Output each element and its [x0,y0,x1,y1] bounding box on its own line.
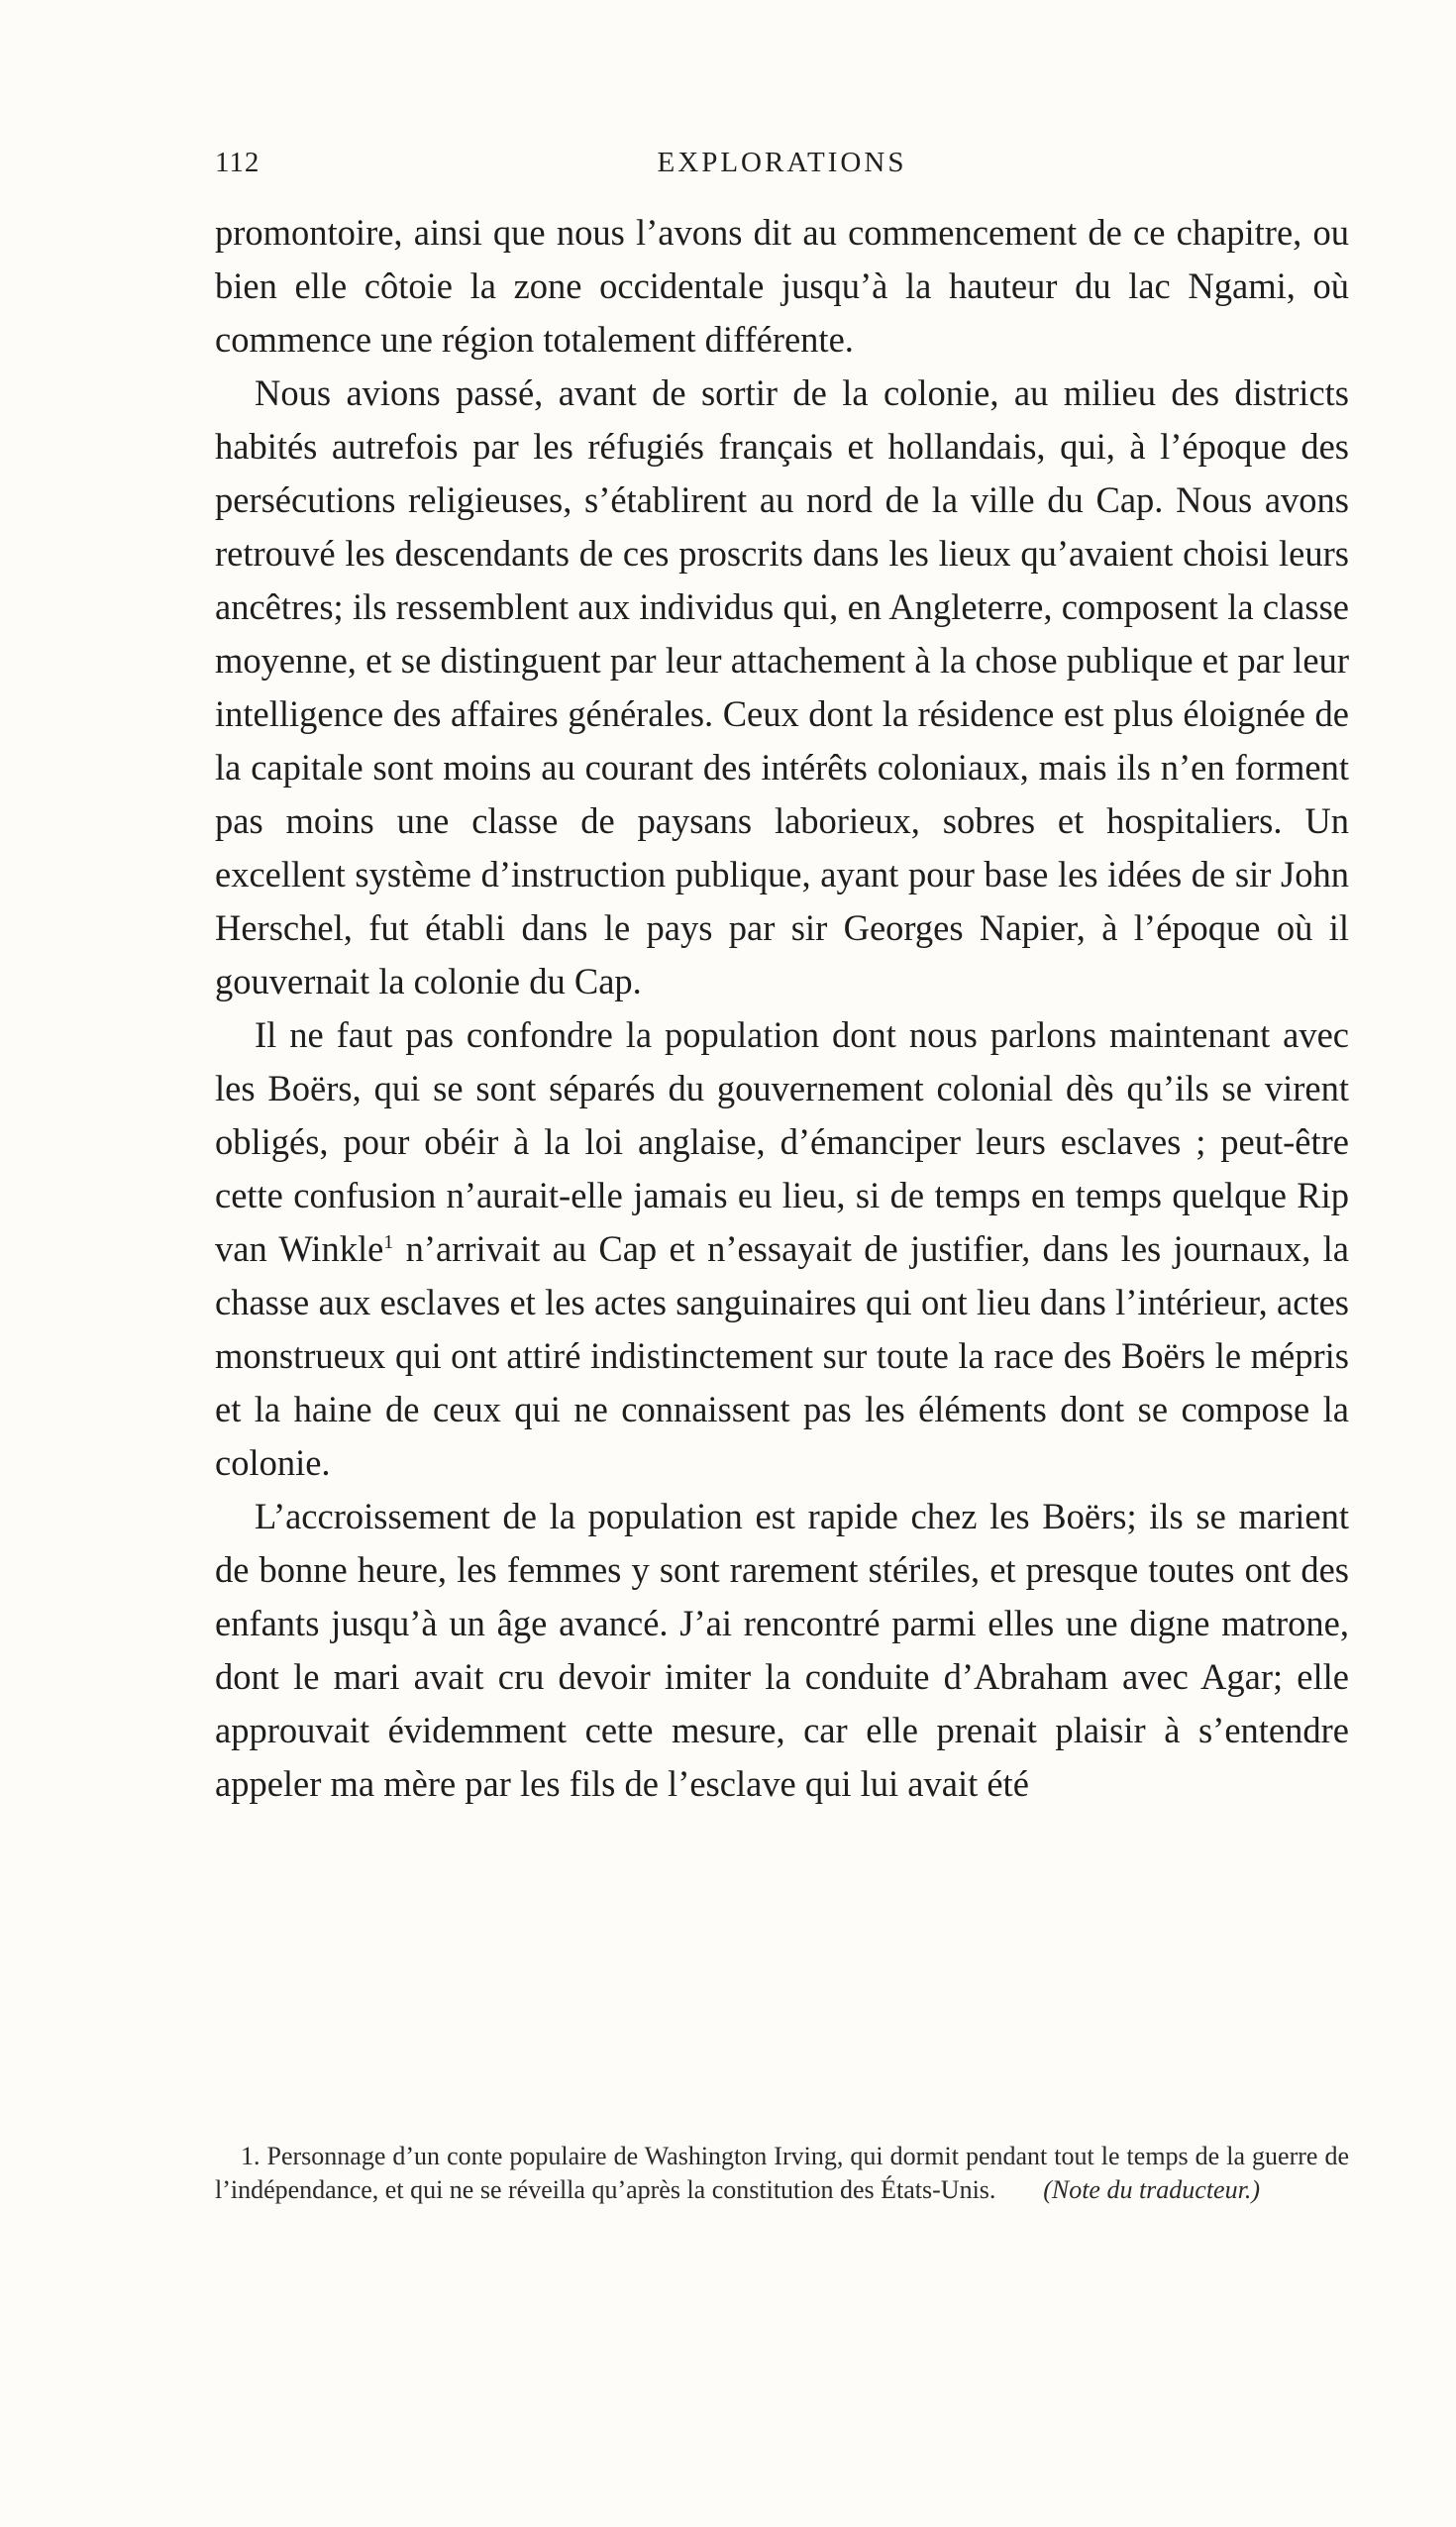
footnote-reference: 1 [383,1230,394,1253]
footnote-attribution: (Note du traducteur.) [1043,2175,1260,2204]
paragraph-4: L’accroissement de la population est rapide chez les Boërs; ils se marient de bonne heure, les femmes y sont rarement stériles, et presque toutes ont des enfants jusqu’à un âge avancé. J’ai rencontré parmi elles une digne matrone, dont le mari avait cru devoir imiter la conduite d’Abraham avec Agar; elle approuvait évidemment cette mesure, car elle prenait plaisir à s’entendre appeler ma mère par les fils de l’esclave qui lui avait été [215,1496,1349,1804]
paragraph-2: Nous avions passé, avant de sortir de la colonie, au milieu des districts habités autrefois par les réfugiés français et hollandais, qui, à l’époque des persécutions religieuses, s’établirent au nord de la ville du Cap. Nous avons retrouvé les descendants de ces proscrits dans les lieux qu’avaient choisi leurs ancêtres; ils ressemblent aux individus qui, en Angleterre, composent la classe moyenne, et se distinguent par leur attachement à la chose publique et par leur intelligence des affaires générales. Ceux dont la résidence est plus éloignée de la capitale sont moins au courant des intérêts coloniaux, mais ils n’en forment pas moins une classe de paysans laborieux, sobres et hospitaliers. Un excellent système d’instruction publique, ayant pour base les idées de sir John Herschel, fut établi dans le pays par sir Georges Napier, à l’époque où il gouvernait la colonie du Cap. [215,372,1349,1001]
paragraph-3 [215,1008,1349,1490]
page-header [215,147,1349,190]
paragraph-3-text-after-note: n’arrivait au Cap et n’essayait de justifier, dans les journaux, la chasse aux esclaves et les actes sanguinaires qui ont lieu dans l’intérieur, actes monstrueux qui ont attiré indistinctement sur toute la race des Boërs le mépris et la haine de ceux qui ne connaissent pas les éléments dont se compose la colonie. [215,1228,1349,1483]
footnote-text: 1. Personnage d’un conte populaire de Washington Irving, qui dormit pendant tout le temps de la guerre de l’indépendance, et qui ne se réveilla qu’après la constitution des États-Unis. [215,2142,1349,2204]
running-title: EXPLORATIONS [657,147,907,178]
footnote [215,2140,1349,2207]
page-number: 112 [215,147,260,178]
paragraph-3-text-before-note: Il ne faut pas confondre la population dont nous parlons maintenant avec les Boërs, qui se sont séparés du gouvernement colonial dès qu’ils se virent obligés, pour obéir à la loi anglaise, d’émanciper leurs esclaves ; peut-être cette confusion n’aurait-elle jamais eu lieu, si de temps en temps quelque Rip van Winkle [215,1014,1349,1269]
paragraph-1: promontoire, ainsi que nous l’avons dit au commencement de ce chapitre, ou bien elle côtoie la zone occidentale jusqu’à la hauteur du lac Ngami, où commence une région totalement différente. [215,212,1349,360]
main-text [215,206,1349,1811]
